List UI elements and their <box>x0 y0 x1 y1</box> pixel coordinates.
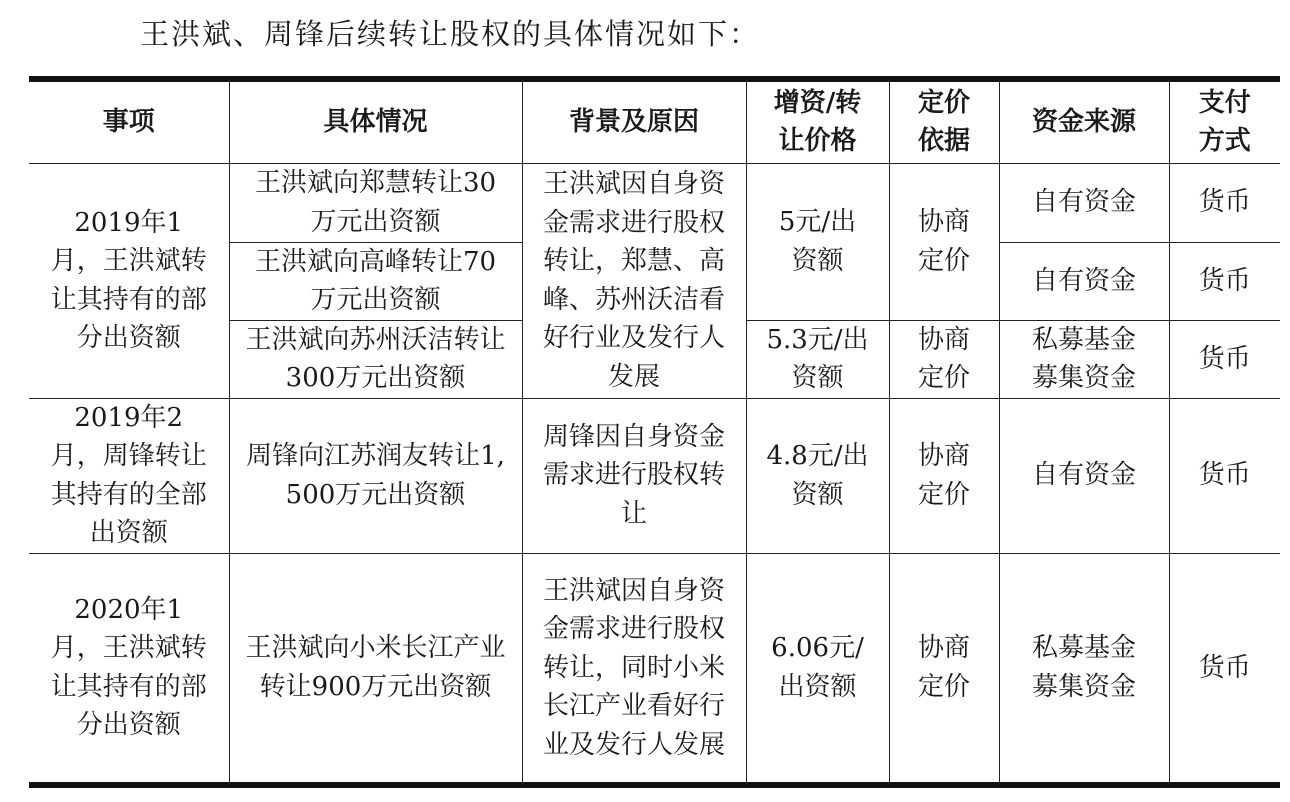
header-details: 具体情况 <box>229 79 522 163</box>
fund-source-cell: 私募基金募集资金 <box>999 553 1169 785</box>
fund-source-cell: 自有资金 <box>999 242 1169 320</box>
header-pricing-basis: 定价依据 <box>889 79 999 163</box>
event-cell: 2019年2月，周锋转让其持有的全部出资额 <box>29 398 229 553</box>
pricing-basis-cell: 协商定价 <box>889 553 999 785</box>
details-cell: 周锋向江苏润友转让1,500万元出资额 <box>229 398 522 553</box>
header-fund-source: 资金来源 <box>999 79 1169 163</box>
payment-method-cell: 货币 <box>1169 163 1280 242</box>
pricing-basis-cell: 协商定价 <box>889 163 999 320</box>
details-cell: 王洪斌向小米长江产业转让900万元出资额 <box>229 553 522 785</box>
table-row <box>29 553 1280 785</box>
payment-method-cell: 货币 <box>1169 398 1280 553</box>
header-reason: 背景及原因 <box>522 79 746 163</box>
payment-method-cell: 货币 <box>1169 553 1280 785</box>
price-cell: 6.06元/出资额 <box>746 553 889 785</box>
header-row <box>29 79 1280 163</box>
payment-method-cell: 货币 <box>1169 320 1280 398</box>
header-payment-method: 支付方式 <box>1169 79 1280 163</box>
fund-source-cell: 自有资金 <box>999 163 1169 242</box>
pricing-basis-cell: 协商定价 <box>889 320 999 398</box>
payment-method-cell: 货币 <box>1169 242 1280 320</box>
price-cell: 4.8元/出资额 <box>746 398 889 553</box>
event-cell: 2019年1月，王洪斌转让其持有的部分出资额 <box>29 163 229 398</box>
price-cell: 5.3元/出资额 <box>746 320 889 398</box>
header-price: 增资/转让价格 <box>746 79 889 163</box>
equity-transfer-table <box>29 76 1280 788</box>
event-cell: 2020年1月，王洪斌转让其持有的部分出资额 <box>29 553 229 785</box>
details-cell: 王洪斌向苏州沃洁转让300万元出资额 <box>229 320 522 398</box>
fund-source-cell: 自有资金 <box>999 398 1169 553</box>
price-cell: 5元/出资额 <box>746 163 889 320</box>
pricing-basis-cell: 协商定价 <box>889 398 999 553</box>
intro-text: 王洪斌、周锋后续转让股权的具体情况如下： <box>140 17 761 51</box>
reason-cell: 王洪斌因自身资金需求进行股权转让，郑慧、高峰、苏州沃洁看好行业及发行人发展 <box>522 163 746 398</box>
details-cell: 王洪斌向郑慧转让30万元出资额 <box>229 163 522 242</box>
reason-cell: 王洪斌因自身资金需求进行股权转让，同时小米长江产业看好行业及发行人发展 <box>522 553 746 785</box>
header-event: 事项 <box>29 79 229 163</box>
details-cell: 王洪斌向高峰转让70万元出资额 <box>229 242 522 320</box>
fund-source-cell: 私募基金募集资金 <box>999 320 1169 398</box>
reason-cell: 周锋因自身资金需求进行股权转让 <box>522 398 746 553</box>
table-row <box>29 398 1280 553</box>
table-row <box>29 163 1280 242</box>
